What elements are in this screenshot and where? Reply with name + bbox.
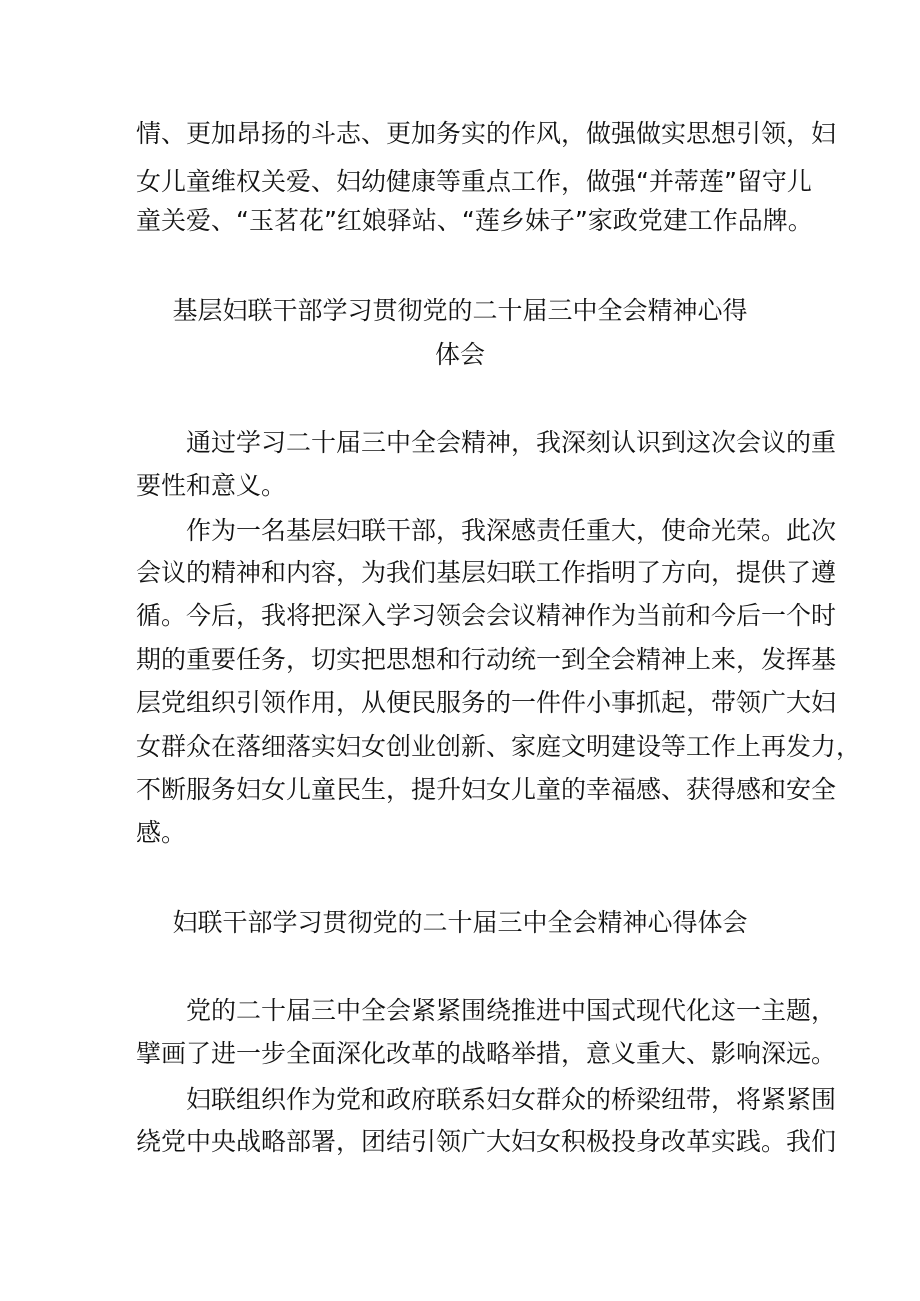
section2-title: 妇联干部学习贯彻党的二十届三中全会精神心得体会: [172, 908, 748, 937]
s1-p2-line-6: 女群众在落细落实妇女创业创新、家庭文明建设等工作上再发力，: [136, 732, 862, 761]
s1-p2-line-8: 感。: [136, 818, 187, 847]
section1-title-line-1: 基层妇联干部学习贯彻党的二十届三中全会精神心得: [172, 296, 748, 325]
s1-p2-line-3: 循。今后，我将把深入学习领会会议精神作为当前和今后一个时: [136, 601, 837, 630]
s1-p1-line-1: 通过学习二十届三中全会精神，我深刻认识到这次会议的重: [186, 428, 837, 457]
s2-p2-line-2: 绕党中央战略部署，团结引领广大妇女积极投身改革实践。我们: [136, 1127, 837, 1156]
s2-p2-line-1: 妇联组织作为党和政府联系妇女群众的桥梁纽带，将紧紧围: [186, 1085, 837, 1114]
s1-p1-line-2: 要性和意义。: [136, 471, 287, 500]
s1-p2-line-4: 期的重要任务，切实把思想和行动统一到全会精神上来，发挥基: [136, 645, 837, 674]
s2-p1-line-2: 擘画了进一步全面深化改革的战略举措，意义重大、影响深远。: [136, 1039, 837, 1068]
section1-title-line-2: 体会: [434, 340, 485, 369]
s1-p2-line-5: 层党组织引领作用，从便民服务的一件件小事抓起，带领广大妇: [136, 688, 837, 717]
s1-p2-line-1: 作为一名基层妇联干部，我深感责任重大，使命光荣。此次: [186, 516, 837, 545]
s1-p2-line-7: 不断服务妇女儿童民生，提升妇女儿童的幸福感、获得感和安全: [136, 775, 837, 804]
s2-p1-line-1: 党的二十届三中全会紧紧围绕推进中国式现代化这一主题，: [186, 996, 837, 1025]
intro-line-1: 情、更加昂扬的斗志、更加务实的作风，做强做实思想引领，妇: [136, 119, 837, 148]
intro-line-2: 女儿童维权关爱、妇幼健康等重点工作，做强“并蒂莲”留守儿: [136, 167, 812, 196]
intro-line-3: 童关爱、“玉茗花”红娘驿站、“莲乡妹子”家政党建工作品牌。: [136, 206, 813, 235]
s1-p2-line-2: 会议的精神和内容，为我们基层妇联工作指明了方向，提供了遵: [136, 558, 837, 587]
